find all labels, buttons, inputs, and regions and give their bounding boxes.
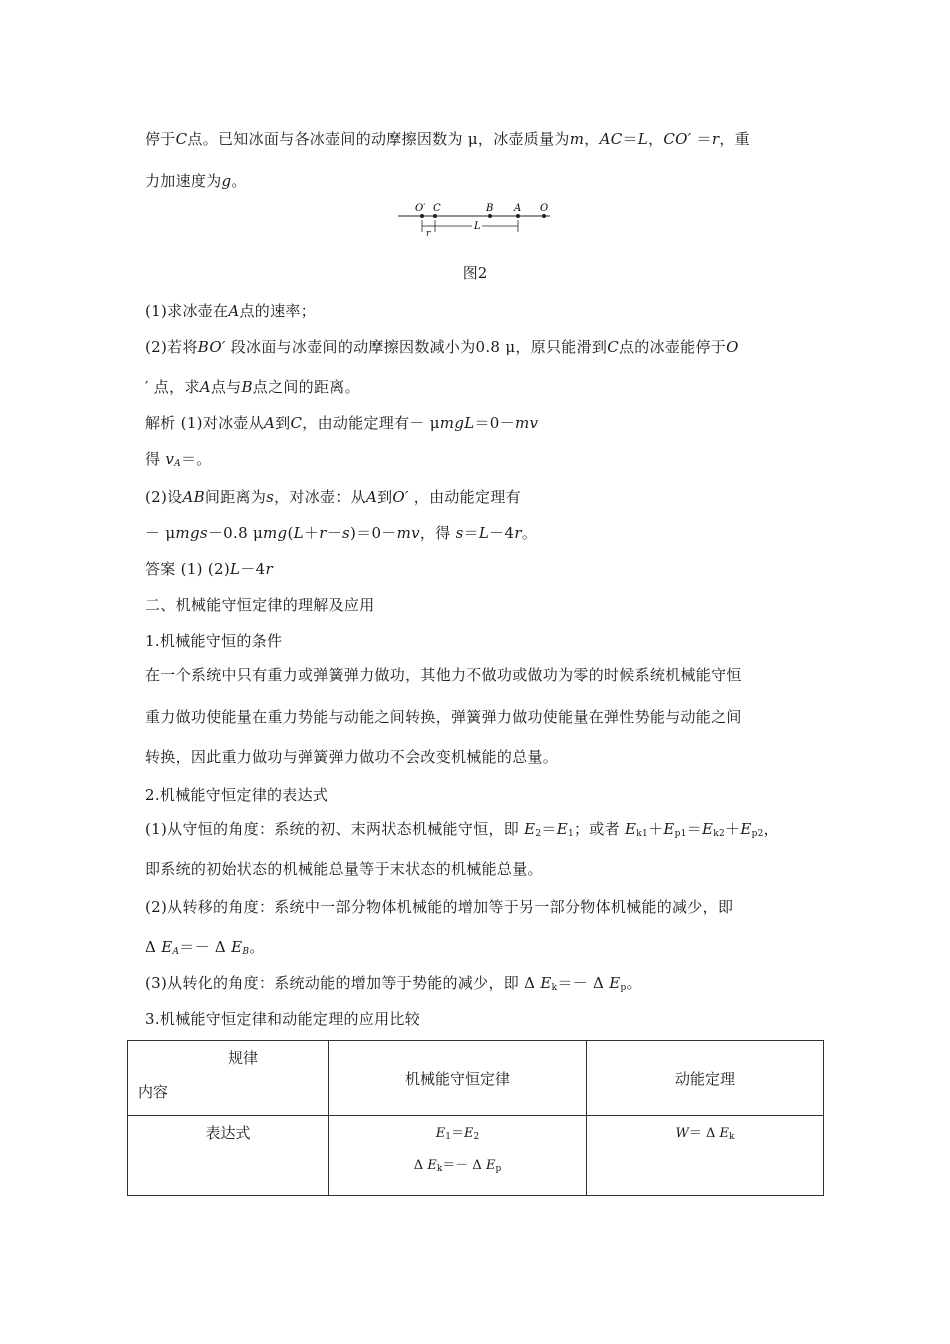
text: ， (763, 820, 779, 838)
text: (2)若将 (145, 338, 198, 356)
text: ， (648, 130, 664, 148)
text: ，重 (719, 130, 750, 148)
var: A (228, 302, 240, 320)
var: mv (514, 414, 539, 432)
subscript: p (620, 983, 627, 993)
paragraph-line (145, 128, 750, 149)
figure-diagram (390, 198, 560, 238)
var: W (675, 1126, 689, 1141)
subscript: p (495, 1164, 502, 1174)
text: ＝0－ (474, 414, 515, 432)
var: C (175, 130, 188, 148)
text: 段冰面与冰壶间的动摩擦因数减小为0.8 μ，原只能滑到 (225, 338, 608, 356)
var: mgL (439, 414, 475, 432)
text: 点的冰壶能停于 (618, 338, 727, 356)
var: C (607, 338, 619, 356)
text: ＝ (463, 524, 479, 542)
label-b: B (486, 203, 494, 214)
text: 。 (626, 974, 642, 992)
text: 得 (145, 450, 166, 468)
subscript: 1 (445, 1132, 451, 1142)
text: ′ 点，求 (145, 378, 200, 396)
text: 。 (249, 938, 265, 956)
var: E (740, 820, 752, 838)
label-a: A (514, 203, 522, 214)
paragraph-line: 在一个系统中只有重力或弹簧弹力做功，其他力不做功或做功为零的时候系统机械能守恒 (145, 666, 742, 684)
paragraph-line: 即系统的初始状态的机械能总量等于末状态的机械能总量。 (145, 860, 543, 878)
text: 。 (521, 524, 538, 542)
dim-l-label: L (474, 221, 481, 232)
subsection-title: 2.机械能守恒定律的表达式 (145, 786, 329, 804)
var: g (221, 172, 232, 190)
var: mg (263, 524, 288, 542)
paragraph-line: 转换，因此重力做功与弹簧弹力做功不会改变机械能的总量。 (145, 748, 559, 766)
text: ＝ Δ (688, 1126, 720, 1141)
corner-top-label: 规律 (228, 1049, 259, 1067)
solution-line (145, 486, 521, 507)
text: ＝ (622, 130, 638, 148)
subscript: k1 (636, 829, 648, 839)
var: O (726, 338, 739, 356)
text: (1)求冰壶在 (145, 302, 229, 320)
var: E (719, 1126, 730, 1141)
subscript: 2 (473, 1132, 480, 1142)
var: E (435, 1126, 446, 1141)
subscript: k (436, 1164, 443, 1174)
label-o: O (540, 203, 549, 214)
subscript: p1 (674, 829, 687, 839)
text: Δ (413, 1158, 428, 1173)
var: B (241, 378, 253, 396)
subscript: B (242, 947, 250, 957)
text: －0.8 μ (207, 524, 264, 542)
text: ；或者 (574, 820, 625, 838)
var: CO′ (663, 130, 692, 148)
subscript: A (174, 459, 181, 469)
question-2 (145, 336, 739, 357)
text: ＝。 (180, 450, 212, 468)
var: E (161, 938, 173, 956)
var: s (455, 524, 464, 542)
var: r (265, 560, 273, 578)
point-c (433, 214, 437, 218)
var: m (569, 130, 585, 148)
var: L (478, 524, 490, 542)
var: A (365, 488, 378, 506)
table-header-row (128, 1041, 824, 1116)
text: － (326, 524, 342, 542)
text: 答案 (1) (2) (145, 560, 231, 578)
text: ，由动能定理有－ μ (302, 414, 440, 432)
question-2-cont (145, 376, 360, 397)
subscript: p2 (751, 829, 764, 839)
solution-line (145, 448, 212, 469)
comparison-table (127, 1040, 824, 1196)
var: A (199, 378, 211, 396)
text: 。 (231, 172, 247, 190)
var: E (540, 974, 552, 992)
var: r (514, 524, 522, 542)
text: ＝ (450, 1126, 464, 1141)
subsection-title: 1.机械能守恒的条件 (145, 632, 283, 650)
text: ＋ (648, 820, 664, 838)
text: 停于 (145, 130, 176, 148)
text: ＋ (725, 820, 741, 838)
text: ， (584, 130, 600, 148)
var: E (485, 1158, 496, 1173)
text: 间距离为 (204, 488, 267, 506)
text: Δ (145, 938, 162, 956)
text: ＝ (686, 820, 702, 838)
formula-line (330, 1154, 585, 1174)
var: AC (599, 130, 623, 148)
var: BO′ (197, 338, 226, 356)
text: ＝ (541, 820, 557, 838)
var: E (427, 1158, 437, 1173)
text: ，得 (419, 524, 456, 542)
paragraph-line: 重力做功使能量在重力势能与动能之间转换，弹簧弹力做功使能量在弹性势能与动能之间 (145, 708, 742, 726)
var: C (290, 414, 303, 432)
var: L (230, 560, 241, 578)
point-a (516, 214, 520, 218)
point-b (488, 214, 492, 218)
expression-1 (145, 818, 779, 839)
text: 到 (377, 488, 393, 506)
subsection-title: 3.机械能守恒定律和动能定理的应用比较 (145, 1010, 421, 1028)
subscript: 2 (535, 829, 542, 839)
text: －4 (489, 524, 515, 542)
text: (2)设 (145, 488, 183, 506)
text: ，对冰壶：从 (274, 488, 366, 506)
label-c: C (433, 203, 441, 214)
var: mgs (175, 524, 208, 542)
text: 解析 (1)对冰壶从 (145, 414, 265, 432)
subscript: 1 (567, 829, 574, 839)
text: 到 (275, 414, 291, 432)
label-o-prime: O′ (415, 203, 426, 214)
formula-line (588, 1122, 822, 1142)
var: E (663, 820, 675, 838)
text: 点与 (210, 378, 242, 396)
table-row (128, 1116, 824, 1196)
var: O′ (392, 488, 409, 506)
text: ＝－ Δ (179, 938, 232, 956)
paragraph-line (145, 170, 247, 191)
figure-caption: 图2 (462, 264, 488, 282)
text: 力加速度为 (145, 172, 222, 190)
formula-line (330, 1122, 585, 1142)
var: r (319, 524, 327, 542)
text: (3)从转化的角度：系统动能的增加等于势能的减少，即 Δ (145, 974, 541, 992)
text: ，由动能定理有 (408, 488, 521, 506)
text: (1)从守恒的角度：系统的初、末两状态机械能守恒，即 (145, 820, 525, 838)
answer-line (145, 558, 273, 579)
text: －4 (240, 560, 266, 578)
var: E (524, 820, 536, 838)
var: AB (182, 488, 205, 506)
header-col-1: 机械能守恒定律 (329, 1041, 587, 1116)
corner-cell (128, 1041, 329, 1116)
var: E (464, 1126, 474, 1141)
point-o (542, 214, 546, 218)
row-cell-col-1 (329, 1116, 587, 1196)
var: E (701, 820, 714, 838)
text: ＝ (691, 130, 712, 148)
subscript: k (729, 1132, 735, 1142)
var: E (556, 820, 568, 838)
var: s (266, 488, 275, 506)
var: E (231, 938, 243, 956)
point-o-prime (420, 214, 424, 218)
var: v (165, 450, 175, 468)
text: － μ (145, 524, 176, 542)
expression-2-cont (145, 936, 265, 957)
header-col-2: 动能定理 (587, 1041, 824, 1116)
text: ( (287, 524, 294, 542)
var: E (609, 974, 621, 992)
var: A (264, 414, 276, 432)
var: mv (396, 524, 420, 542)
subscript: A (172, 947, 180, 957)
subscript: k2 (713, 829, 725, 839)
text: )＝0－ (350, 524, 397, 542)
corner-bottom-label: 内容 (138, 1083, 169, 1101)
solution-line (145, 522, 537, 543)
text: 点的速率； (239, 302, 317, 320)
text: 点。已知冰面与各冰壶间的动摩擦因数为 μ，冰壶质量为 (187, 130, 570, 148)
expression-3 (145, 972, 642, 993)
var: E (624, 820, 637, 838)
section-heading: 二、机械能守恒定律的理解及应用 (145, 596, 375, 614)
text: ＝－ Δ (557, 974, 610, 992)
row-label: 表达式 (128, 1116, 329, 1196)
expression-2: (2)从转移的角度：系统中一部分物体机械能的增加等于另一部分物体机械能的减少，即 (145, 898, 734, 916)
text: 点之间的距离。 (252, 378, 360, 396)
text: ＋ (303, 524, 320, 542)
question-1 (145, 300, 316, 321)
solution-line (145, 412, 538, 433)
var: s (342, 524, 350, 542)
var: r (711, 130, 720, 148)
var: L (293, 524, 304, 542)
row-cell-col-2 (587, 1116, 824, 1196)
var: L (637, 130, 649, 148)
dim-r-label: r (426, 229, 431, 238)
text: ＝－ Δ (442, 1158, 486, 1173)
subscript: k (551, 983, 558, 993)
